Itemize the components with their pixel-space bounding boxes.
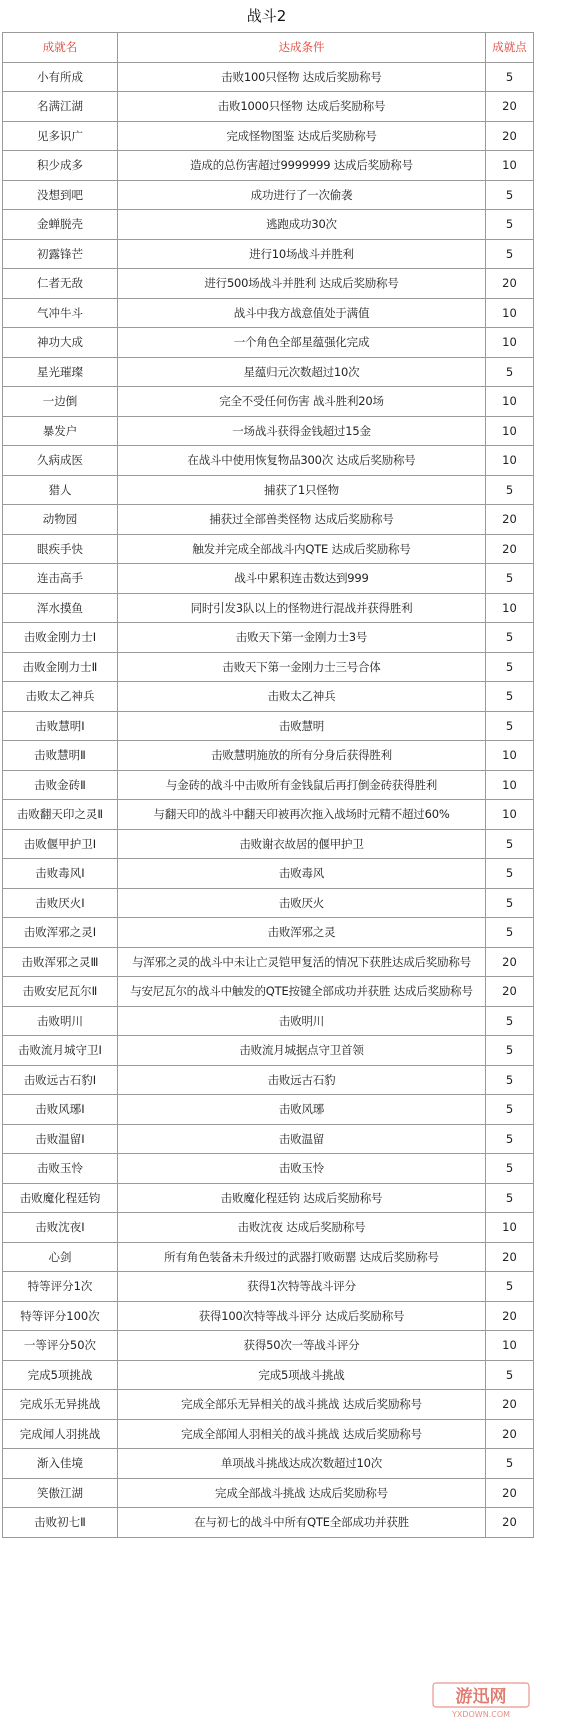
achievement-points-cell: 5	[486, 239, 534, 269]
achievement-points-cell: 20	[486, 269, 534, 299]
achievement-name-cell: 击败温留Ⅰ	[3, 1124, 118, 1154]
achievement-points-cell: 20	[486, 92, 534, 122]
achievement-name-cell: 名满江湖	[3, 92, 118, 122]
table-row	[3, 1449, 534, 1479]
achievement-points-cell: 5	[486, 859, 534, 889]
watermark-logo-icon	[432, 1680, 532, 1720]
achievement-condition-cell: 获得100次特等战斗评分 达成后奖励称号	[118, 1301, 486, 1331]
achievement-name-cell: 一边倒	[3, 387, 118, 417]
achievement-condition-cell: 击败浑邪之灵	[118, 918, 486, 948]
table-row	[3, 387, 534, 417]
achievement-name-cell: 猎人	[3, 475, 118, 505]
achievement-condition-cell: 与金砖的战斗中击败所有金钱鼠后再打倒金砖获得胜利	[118, 770, 486, 800]
achievement-name-cell: 笑傲江湖	[3, 1478, 118, 1508]
achievement-condition-cell: 击败天下第一金刚力士三号合体	[118, 652, 486, 682]
table-row	[3, 1331, 534, 1361]
table-row	[3, 1095, 534, 1125]
achievement-condition-cell: 完成5项战斗挑战	[118, 1360, 486, 1390]
table-row	[3, 1360, 534, 1390]
page-title: 战斗2	[246, 7, 287, 25]
achievement-condition-cell: 捕获了1只怪物	[118, 475, 486, 505]
achievement-points-cell: 5	[486, 1154, 534, 1184]
table-row	[3, 770, 534, 800]
table-row	[3, 1213, 534, 1243]
achievement-points-cell: 5	[486, 210, 534, 240]
achievement-condition-cell: 造成的总伤害超过9999999 达成后奖励称号	[118, 151, 486, 181]
achievement-name-cell: 没想到吧	[3, 180, 118, 210]
achievement-name-cell: 击败慧明Ⅱ	[3, 741, 118, 771]
table-row	[3, 1478, 534, 1508]
achievement-condition-cell: 一个角色全部星蕴强化完成	[118, 328, 486, 358]
achievement-condition-cell: 击败玉怜	[118, 1154, 486, 1184]
achievement-condition-cell: 击败风琊	[118, 1095, 486, 1125]
achievement-points-cell: 5	[486, 829, 534, 859]
achievement-points-cell: 20	[486, 977, 534, 1007]
achievement-points-cell: 20	[486, 1390, 534, 1420]
table-row	[3, 1006, 534, 1036]
achievement-points-cell: 5	[486, 1124, 534, 1154]
achievement-points-cell: 5	[486, 918, 534, 948]
table-row	[3, 711, 534, 741]
achievement-points-cell: 10	[486, 446, 534, 476]
achievement-points-cell: 10	[486, 1331, 534, 1361]
achievement-condition-cell: 击败慧明施放的所有分身后获得胜利	[118, 741, 486, 771]
table-row	[3, 1419, 534, 1449]
achievement-condition-cell: 单项战斗挑战达成次数超过10次	[118, 1449, 486, 1479]
achievement-condition-cell: 与翻天印的战斗中翻天印被再次拖入战场时元精不超过60%	[118, 800, 486, 830]
achievement-name-cell: 击败明川	[3, 1006, 118, 1036]
achievement-name-cell: 见多识广	[3, 121, 118, 151]
achievement-condition-cell: 击败1000只怪物 达成后奖励称号	[118, 92, 486, 122]
achievement-condition-cell: 进行500场战斗并胜利 达成后奖励称号	[118, 269, 486, 299]
achievement-points-cell: 20	[486, 505, 534, 535]
table-row	[3, 564, 534, 594]
column-header-points: 成就点	[486, 33, 534, 63]
table-row	[3, 121, 534, 151]
achievement-name-cell: 完成乐无异挑战	[3, 1390, 118, 1420]
table-row	[3, 947, 534, 977]
achievement-name-cell: 击败厌火Ⅰ	[3, 888, 118, 918]
achievement-condition-cell: 击败流月城据点守卫首领	[118, 1036, 486, 1066]
achievement-name-cell: 击败翻天印之灵Ⅱ	[3, 800, 118, 830]
achievement-points-cell: 5	[486, 475, 534, 505]
achievement-points-cell: 10	[486, 328, 534, 358]
table-row	[3, 652, 534, 682]
achievement-condition-cell: 战斗中累积连击数达到999	[118, 564, 486, 594]
achievement-name-cell: 完成5项挑战	[3, 1360, 118, 1390]
table-row	[3, 800, 534, 830]
achievement-points-cell: 5	[486, 180, 534, 210]
achievement-points-cell: 20	[486, 1242, 534, 1272]
achievement-name-cell: 击败玉怜	[3, 1154, 118, 1184]
achievement-condition-cell: 击败魔化程廷钧 达成后奖励称号	[118, 1183, 486, 1213]
achievement-condition-cell: 击败太乙神兵	[118, 682, 486, 712]
achievement-name-cell: 击败慧明Ⅰ	[3, 711, 118, 741]
achievement-condition-cell: 完成怪物图鉴 达成后奖励称号	[118, 121, 486, 151]
achievement-points-cell: 10	[486, 800, 534, 830]
achievement-condition-cell: 击败慧明	[118, 711, 486, 741]
achievement-name-cell: 击败魔化程廷钧	[3, 1183, 118, 1213]
achievement-condition-cell: 击败毒风	[118, 859, 486, 889]
table-row	[3, 1154, 534, 1184]
table-row	[3, 977, 534, 1007]
table-row	[3, 918, 534, 948]
achievement-name-cell: 击败偃甲护卫Ⅰ	[3, 829, 118, 859]
achievement-points-cell: 5	[486, 1272, 534, 1302]
achievement-name-cell: 击败流月城守卫Ⅰ	[3, 1036, 118, 1066]
achievement-condition-cell: 击败天下第一金刚力士3号	[118, 623, 486, 653]
achievement-points-cell: 20	[486, 1478, 534, 1508]
achievement-condition-cell: 击败明川	[118, 1006, 486, 1036]
achievement-table	[2, 32, 534, 1538]
achievement-points-cell: 5	[486, 357, 534, 387]
table-row	[3, 298, 534, 328]
table-row	[3, 62, 534, 92]
table-row	[3, 328, 534, 358]
achievement-points-cell: 5	[486, 1449, 534, 1479]
achievement-points-cell: 20	[486, 1419, 534, 1449]
achievement-condition-cell: 击败100只怪物 达成后奖励称号	[118, 62, 486, 92]
achievement-name-cell: 久病成医	[3, 446, 118, 476]
table-row	[3, 357, 534, 387]
achievement-condition-cell: 成功进行了一次偷袭	[118, 180, 486, 210]
table-row	[3, 269, 534, 299]
svg-text:YXDOWN.COM: YXDOWN.COM	[451, 1710, 511, 1719]
achievement-condition-cell: 在与初七的战斗中所有QTE全部成功并获胜	[118, 1508, 486, 1538]
achievement-points-cell: 5	[486, 1360, 534, 1390]
achievement-name-cell: 击败风琊Ⅰ	[3, 1095, 118, 1125]
achievement-name-cell: 渐入佳境	[3, 1449, 118, 1479]
achievement-points-cell: 10	[486, 741, 534, 771]
achievement-name-cell: 击败金刚力士Ⅱ	[3, 652, 118, 682]
achievement-condition-cell: 所有角色装备未升级过的武器打败砺罂 达成后奖励称号	[118, 1242, 486, 1272]
table-row	[3, 888, 534, 918]
achievement-name-cell: 小有所成	[3, 62, 118, 92]
achievement-name-cell: 击败毒风Ⅰ	[3, 859, 118, 889]
table-row	[3, 829, 534, 859]
achievement-condition-cell: 击败远古石豹	[118, 1065, 486, 1095]
table-row	[3, 593, 534, 623]
table-row	[3, 534, 534, 564]
achievement-name-cell: 击败安尼瓦尔Ⅱ	[3, 977, 118, 1007]
table-row	[3, 446, 534, 476]
achievement-name-cell: 仁者无敌	[3, 269, 118, 299]
achievement-points-cell: 10	[486, 1213, 534, 1243]
achievement-points-cell: 10	[486, 151, 534, 181]
achievement-name-cell: 动物园	[3, 505, 118, 535]
achievement-name-cell: 浑水摸鱼	[3, 593, 118, 623]
achievement-points-cell: 10	[486, 387, 534, 417]
achievement-name-cell: 特等评分1次	[3, 1272, 118, 1302]
table-row	[3, 1301, 534, 1331]
achievement-condition-cell: 捕获过全部兽类怪物 达成后奖励称号	[118, 505, 486, 535]
achievement-points-cell: 5	[486, 682, 534, 712]
achievement-points-cell: 20	[486, 1508, 534, 1538]
achievement-points-cell: 5	[486, 1183, 534, 1213]
achievement-points-cell: 10	[486, 770, 534, 800]
achievement-name-cell: 击败沈夜Ⅰ	[3, 1213, 118, 1243]
achievement-name-cell: 星光璀璨	[3, 357, 118, 387]
achievement-condition-cell: 逃跑成功30次	[118, 210, 486, 240]
column-header-name: 成就名	[3, 33, 118, 63]
achievement-points-cell: 5	[486, 888, 534, 918]
achievement-points-cell: 10	[486, 593, 534, 623]
achievement-condition-cell: 击败沈夜 达成后奖励称号	[118, 1213, 486, 1243]
table-row	[3, 1183, 534, 1213]
column-header-condition: 达成条件	[118, 33, 486, 63]
achievement-condition-cell: 同时引发3队以上的怪物进行混战并获得胜利	[118, 593, 486, 623]
achievement-condition-cell: 触发并完成全部战斗内QTE 达成后奖励称号	[118, 534, 486, 564]
achievement-name-cell: 击败太乙神兵	[3, 682, 118, 712]
table-header-row	[3, 33, 534, 63]
achievement-condition-cell: 完成全部闻人羽相关的战斗挑战 达成后奖励称号	[118, 1419, 486, 1449]
table-row	[3, 180, 534, 210]
achievement-points-cell: 5	[486, 623, 534, 653]
achievement-points-cell: 5	[486, 1095, 534, 1125]
achievement-points-cell: 5	[486, 62, 534, 92]
achievement-condition-cell: 与安尼瓦尔的战斗中触发的QTE按键全部成功并获胜 达成后奖励称号	[118, 977, 486, 1007]
table-row	[3, 239, 534, 269]
table-row	[3, 623, 534, 653]
table-row	[3, 741, 534, 771]
achievement-points-cell: 10	[486, 416, 534, 446]
achievement-name-cell: 击败金砖Ⅱ	[3, 770, 118, 800]
achievement-condition-cell: 击败谢衣故居的偃甲护卫	[118, 829, 486, 859]
achievement-points-cell: 20	[486, 1301, 534, 1331]
achievement-condition-cell: 进行10场战斗并胜利	[118, 239, 486, 269]
achievement-name-cell: 初露锋芒	[3, 239, 118, 269]
achievement-name-cell: 击败远古石豹Ⅰ	[3, 1065, 118, 1095]
achievement-condition-cell: 完全不受任何伤害 战斗胜利20场	[118, 387, 486, 417]
achievement-condition-cell: 战斗中我方战意值处于满值	[118, 298, 486, 328]
achievement-condition-cell: 完成全部乐无异相关的战斗挑战 达成后奖励称号	[118, 1390, 486, 1420]
achievement-condition-cell: 获得50次一等战斗评分	[118, 1331, 486, 1361]
achievement-points-cell: 5	[486, 652, 534, 682]
achievement-name-cell: 击败初七Ⅱ	[3, 1508, 118, 1538]
achievement-name-cell: 完成闻人羽挑战	[3, 1419, 118, 1449]
table-row	[3, 1390, 534, 1420]
achievement-name-cell: 积少成多	[3, 151, 118, 181]
achievement-condition-cell: 完成全部战斗挑战 达成后奖励称号	[118, 1478, 486, 1508]
achievement-name-cell: 击败金刚力士Ⅰ	[3, 623, 118, 653]
achievement-points-cell: 20	[486, 534, 534, 564]
table-row	[3, 1508, 534, 1538]
achievement-name-cell: 眼疾手快	[3, 534, 118, 564]
table-row	[3, 475, 534, 505]
achievement-points-cell: 5	[486, 711, 534, 741]
achievement-name-cell: 神功大成	[3, 328, 118, 358]
achievement-points-cell: 5	[486, 1036, 534, 1066]
achievement-condition-cell: 在战斗中使用恢复物品300次 达成后奖励称号	[118, 446, 486, 476]
achievement-points-cell: 20	[486, 947, 534, 977]
table-row	[3, 1242, 534, 1272]
table-row	[3, 151, 534, 181]
table-row	[3, 682, 534, 712]
watermark-logo	[432, 1680, 532, 1720]
achievement-name-cell: 心剑	[3, 1242, 118, 1272]
table-row	[3, 210, 534, 240]
achievement-name-cell: 击败浑邪之灵Ⅲ	[3, 947, 118, 977]
achievement-name-cell: 击败浑邪之灵Ⅰ	[3, 918, 118, 948]
achievement-condition-cell: 星蕴归元次数超过10次	[118, 357, 486, 387]
table-row	[3, 92, 534, 122]
achievement-name-cell: 一等评分50次	[3, 1331, 118, 1361]
table-row	[3, 859, 534, 889]
svg-text:游迅网: 游迅网	[455, 1687, 507, 1707]
table-row	[3, 1065, 534, 1095]
table-row	[3, 505, 534, 535]
achievement-condition-cell: 一场战斗获得金钱超过15金	[118, 416, 486, 446]
achievement-points-cell: 5	[486, 564, 534, 594]
achievement-points-cell: 5	[486, 1006, 534, 1036]
achievement-condition-cell: 与浑邪之灵的战斗中未让亡灵铠甲复活的情况下获胜达成后奖励称号	[118, 947, 486, 977]
achievement-points-cell: 20	[486, 121, 534, 151]
achievement-name-cell: 暴发户	[3, 416, 118, 446]
achievement-condition-cell: 击败温留	[118, 1124, 486, 1154]
table-row	[3, 416, 534, 446]
achievement-name-cell: 连击高手	[3, 564, 118, 594]
achievement-name-cell: 特等评分100次	[3, 1301, 118, 1331]
achievement-name-cell: 气冲牛斗	[3, 298, 118, 328]
table-row	[3, 1124, 534, 1154]
table-row	[3, 1036, 534, 1066]
achievement-points-cell: 10	[486, 298, 534, 328]
table-row	[3, 1272, 534, 1302]
achievement-points-cell: 5	[486, 1065, 534, 1095]
achievement-name-cell: 金蝉脱壳	[3, 210, 118, 240]
achievement-condition-cell: 获得1次特等战斗评分	[118, 1272, 486, 1302]
achievement-condition-cell: 击败厌火	[118, 888, 486, 918]
